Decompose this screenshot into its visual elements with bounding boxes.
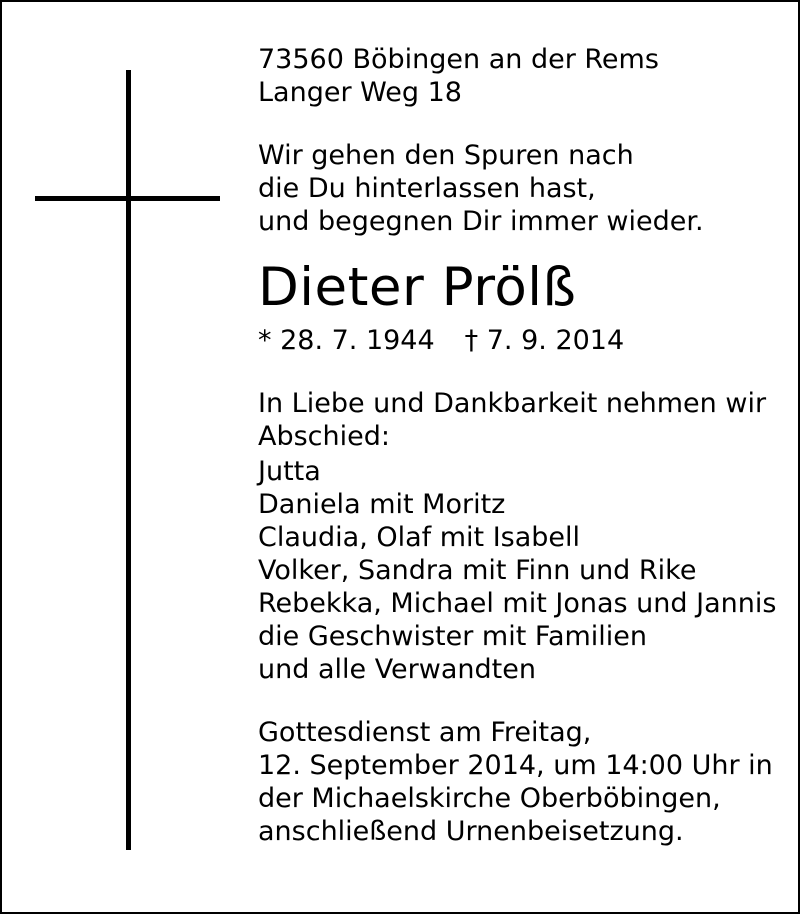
farewell-line: In Liebe und Dankbarkeit nehmen wir — [258, 388, 767, 419]
address-city: 73560 Böbingen an der Rems — [258, 44, 659, 75]
service-line: der Michaelskirche Oberböbingen, — [258, 783, 721, 814]
survivor-item: und alle Verwandten — [258, 654, 536, 685]
poem-line: Wir gehen den Spuren nach — [258, 140, 634, 171]
survivor-item: Jutta — [258, 456, 321, 487]
farewell-line: Abschied: — [258, 421, 390, 452]
notice-text — [258, 43, 788, 848]
survivor-item: Volker, Sandra mit Finn und Rike — [258, 555, 697, 586]
service-line: Gottesdienst am Freitag, — [258, 717, 592, 748]
birth-date: * 28. 7. 1944 — [258, 325, 435, 356]
survivor-item: Daniela mit Moritz — [258, 489, 506, 520]
address-street: Langer Weg 18 — [258, 77, 462, 108]
service-line: 12. September 2014, um 14:00 Uhr in — [258, 750, 773, 781]
service-line: anschließend Urnenbeisetzung. — [258, 816, 684, 847]
life-dates — [258, 324, 788, 357]
cross-bar — [35, 196, 220, 201]
poem-line: die Du hinterlassen hast, — [258, 173, 596, 204]
survivors-list — [258, 455, 788, 686]
death-date: † 7. 9. 2014 — [464, 325, 625, 356]
poem-line: und begegnen Dir immer wieder. — [258, 206, 704, 237]
cross-icon — [126, 70, 131, 850]
survivor-item: Rebekka, Michael mit Jonas und Jannis — [258, 588, 777, 619]
survivor-item: die Geschwister mit Familien — [258, 621, 648, 652]
survivor-item: Claudia, Olaf mit Isabell — [258, 522, 581, 553]
deceased-name: Dieter Prölß — [258, 257, 577, 318]
